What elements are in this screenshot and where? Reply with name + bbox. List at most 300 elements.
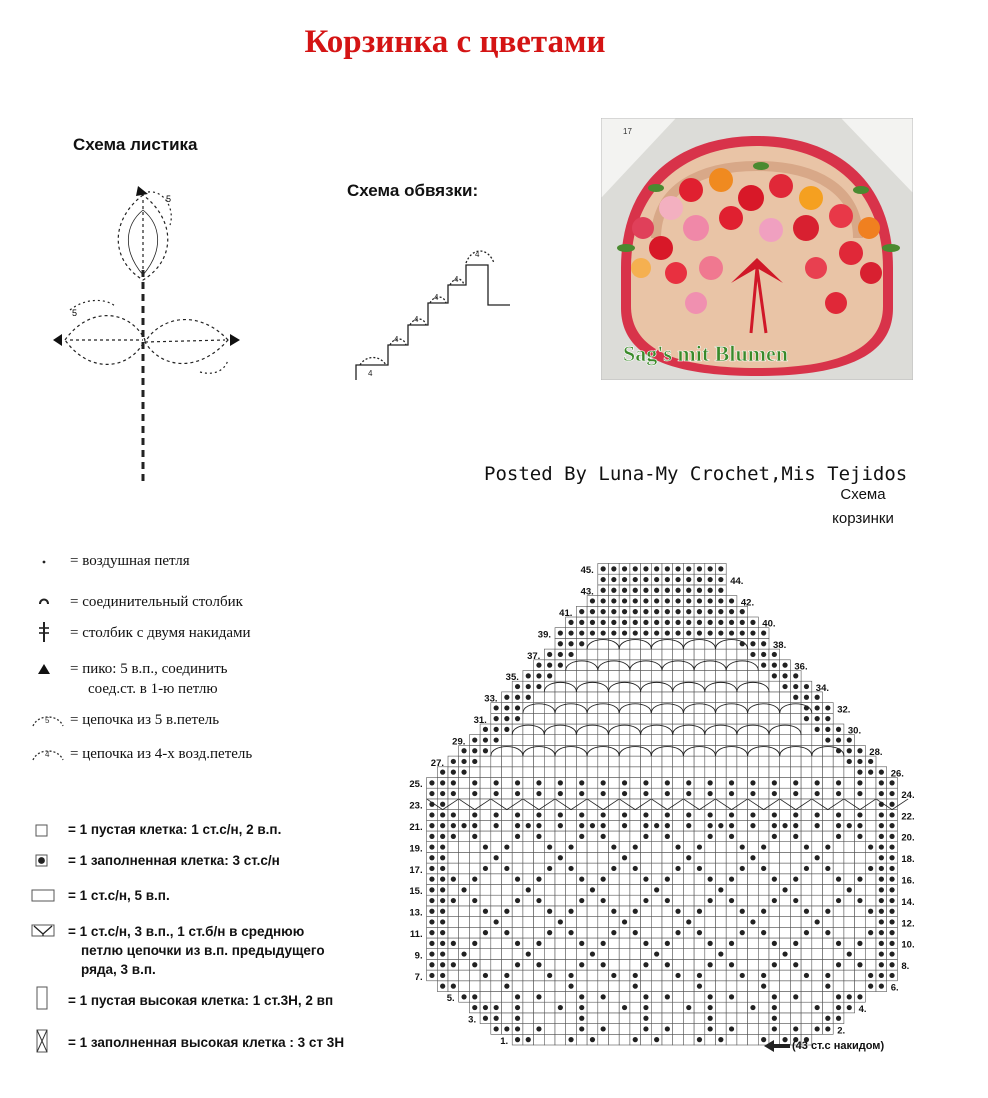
chart-cell <box>576 671 587 682</box>
chart-filled-dot <box>526 673 531 678</box>
chart-filled-dot <box>889 898 894 903</box>
chart-cell <box>758 692 769 703</box>
chart-filled-dot <box>879 887 884 892</box>
chart-filled-dot <box>643 1016 648 1021</box>
chart-cell <box>716 927 727 938</box>
chart-cell <box>566 810 577 821</box>
chart-filled-dot <box>622 823 627 828</box>
chart-cell <box>491 949 502 960</box>
chart-filled-dot <box>611 566 616 571</box>
chart-row-label: 25. <box>409 779 423 791</box>
chart-cell <box>716 981 727 992</box>
chart-cell <box>448 906 459 917</box>
chart-filled-dot <box>568 866 573 871</box>
chart-cell <box>683 874 694 885</box>
chart-filled-dot <box>889 812 894 817</box>
chart-cell <box>651 756 662 767</box>
chart-cell <box>641 981 652 992</box>
chart-filled-dot <box>515 1005 520 1010</box>
chart-cell <box>737 735 748 746</box>
chart-cell <box>587 767 598 778</box>
chart-cell <box>502 938 513 949</box>
legend-stitch-text: = соединительный столбик <box>70 594 243 610</box>
chart-cell <box>502 1002 513 1013</box>
chart-cell <box>587 756 598 767</box>
chart-cell <box>544 895 555 906</box>
chart-filled-dot <box>601 834 606 839</box>
chart-cell <box>587 778 598 789</box>
chart-cell <box>683 885 694 896</box>
chart-cell <box>844 778 855 789</box>
chart-row-label: 26. <box>890 768 904 780</box>
chart-filled-dot <box>579 812 584 817</box>
chart-filled-dot <box>857 759 862 764</box>
chart-filled-dot <box>761 984 766 989</box>
chart-cell <box>480 949 491 960</box>
chart-cell <box>609 778 620 789</box>
chart-cell <box>662 981 673 992</box>
chart-cell <box>780 788 791 799</box>
chart-cell <box>758 831 769 842</box>
chart-cell <box>587 981 598 992</box>
chart-cell <box>801 992 812 1003</box>
chart-cell <box>748 992 759 1003</box>
chart-filled-dot <box>633 909 638 914</box>
chart-filled-dot <box>558 812 563 817</box>
chart-filled-dot <box>429 844 434 849</box>
chart-filled-dot <box>750 652 755 657</box>
chart-cell <box>523 810 534 821</box>
chart-filled-dot <box>729 823 734 828</box>
chart-cell <box>790 767 801 778</box>
chart-cell <box>683 970 694 981</box>
chart-filled-dot <box>879 866 884 871</box>
chart-cell <box>619 1013 630 1024</box>
chart-filled-dot <box>483 1005 488 1010</box>
chart-filled-dot <box>526 823 531 828</box>
basket-filet-chart <box>400 495 925 1060</box>
chart-cell <box>737 959 748 970</box>
chart-filled-dot <box>804 866 809 871</box>
chart-filled-dot <box>472 823 477 828</box>
chart-cell <box>780 810 791 821</box>
chart-cell <box>705 885 716 896</box>
chart-cell <box>619 1034 630 1045</box>
chart-cell <box>716 1024 727 1035</box>
chart-cell <box>630 1024 641 1035</box>
chart-row-label: 4. <box>858 1003 867 1015</box>
chart-filled-dot <box>483 748 488 753</box>
chart-cell <box>587 810 598 821</box>
chart-filled-dot <box>686 823 691 828</box>
legend-cell-text: = 1 заполненная клетка: 3 ст.с/н <box>68 853 280 868</box>
chart-cell <box>619 992 630 1003</box>
chart-filled-dot <box>804 716 809 721</box>
chart-cell <box>555 671 566 682</box>
chart-cell <box>480 992 491 1003</box>
chart-cell <box>769 863 780 874</box>
chart-cell <box>566 959 577 970</box>
chart-cell <box>598 713 609 724</box>
chart-cell <box>512 863 523 874</box>
chart-cell <box>855 981 866 992</box>
chart-cell <box>512 767 523 778</box>
legend-stitch-text: = пико: 5 в.п., соединить <box>70 661 228 677</box>
chart-cell <box>716 767 727 778</box>
chart-cell <box>683 959 694 970</box>
chart-filled-dot <box>782 823 787 828</box>
chart-filled-dot <box>590 620 595 625</box>
chart-cell <box>780 852 791 863</box>
chart-cell <box>823 820 834 831</box>
chart-filled-dot <box>429 973 434 978</box>
chart-cell <box>662 649 673 660</box>
chart-filled-dot <box>729 609 734 614</box>
chart-filled-dot <box>675 930 680 935</box>
chart-cell <box>780 992 791 1003</box>
chart-cell <box>502 949 513 960</box>
chart-cell <box>587 1024 598 1035</box>
chart-cell <box>716 970 727 981</box>
chart-cell <box>823 992 834 1003</box>
chart-filled-dot <box>750 641 755 646</box>
chart-cell <box>641 767 652 778</box>
chart-cell <box>523 831 534 842</box>
chart-filled-dot <box>504 695 509 700</box>
chart-filled-dot <box>879 844 884 849</box>
chart-filled-dot <box>718 887 723 892</box>
chart-filled-dot <box>836 727 841 732</box>
chart-cell <box>833 852 844 863</box>
chart-cell <box>587 970 598 981</box>
chart-filled-dot <box>740 909 745 914</box>
chart-filled-dot <box>665 823 670 828</box>
chart-cell <box>630 649 641 660</box>
chart-filled-dot <box>879 909 884 914</box>
chart-cell <box>512 949 523 960</box>
chart-cell <box>523 842 534 853</box>
chart-filled-dot <box>804 973 809 978</box>
chart-cell <box>726 852 737 863</box>
chart-filled-dot <box>601 780 606 785</box>
chart-filled-dot <box>708 609 713 614</box>
chart-filled-dot <box>440 770 445 775</box>
chart-cell <box>694 778 705 789</box>
chart-cell <box>662 970 673 981</box>
chart-cell <box>662 1034 673 1045</box>
chart-cell <box>748 1013 759 1024</box>
chart-cell <box>480 831 491 842</box>
chart-filled-dot <box>526 887 531 892</box>
chart-cell <box>459 842 470 853</box>
chart-filled-dot <box>601 962 606 967</box>
chart-filled-dot <box>889 941 894 946</box>
chart-cell <box>748 799 759 810</box>
chart-filled-dot <box>654 609 659 614</box>
chart-cell <box>694 713 705 724</box>
chart-filled-dot <box>772 663 777 668</box>
chart-row-label: 30. <box>847 725 862 737</box>
chart-cell <box>566 692 577 703</box>
chart-filled-dot <box>472 898 477 903</box>
chart-filled-dot <box>665 877 670 882</box>
legend-cell-text: = 1 заполненная высокая клетка : 3 ст 3Н <box>68 1035 345 1050</box>
chart-cell <box>683 1013 694 1024</box>
chart-cell <box>812 981 823 992</box>
chart-cell <box>598 671 609 682</box>
chart-cell <box>480 756 491 767</box>
chart-cell <box>823 895 834 906</box>
chart-cell <box>737 788 748 799</box>
chart-filled-dot <box>451 941 456 946</box>
chart-cell <box>716 788 727 799</box>
chart-cell <box>566 1013 577 1024</box>
chart-filled-dot <box>857 898 862 903</box>
chart-cell <box>587 992 598 1003</box>
chart-filled-dot <box>729 791 734 796</box>
chart-filled-dot <box>836 941 841 946</box>
chart-filled-dot <box>825 1016 830 1021</box>
chart-cell <box>544 735 555 746</box>
chart-cell <box>619 981 630 992</box>
chart-filled-dot <box>847 887 852 892</box>
chart-cell <box>716 906 727 917</box>
chart-filled-dot <box>643 630 648 635</box>
chart-filled-dot <box>879 770 884 775</box>
chart-cell <box>683 799 694 810</box>
chart-filled-dot <box>772 834 777 839</box>
chart-filled-dot <box>665 834 670 839</box>
chart-cell <box>823 885 834 896</box>
chart-filled-dot <box>429 791 434 796</box>
chart-cell <box>833 885 844 896</box>
chart-cell <box>598 949 609 960</box>
chart-cell <box>683 735 694 746</box>
chart-cell <box>780 1024 791 1035</box>
chart-filled-dot <box>515 898 520 903</box>
chart-cell <box>491 831 502 842</box>
chart-filled-dot <box>451 834 456 839</box>
chart-cell <box>630 713 641 724</box>
chart-cell <box>641 735 652 746</box>
chart-filled-dot <box>643 791 648 796</box>
chart-cell <box>833 981 844 992</box>
chart-cell <box>587 906 598 917</box>
leaf-chain-label: 5 <box>72 308 78 318</box>
chart-filled-dot <box>857 780 862 785</box>
chart-filled-dot <box>708 1016 713 1021</box>
chart-cell <box>448 842 459 853</box>
chart-cell <box>469 906 480 917</box>
chart-cell <box>737 852 748 863</box>
chart-filled-dot <box>633 588 638 593</box>
chart-filled-dot <box>729 877 734 882</box>
legend-cell-text: = 1 ст.с/н, 3 в.п., 1 ст.б/н в среднюю <box>68 924 305 939</box>
chart-cell <box>512 981 523 992</box>
leaf-scheme-label: Схема листика <box>73 135 198 154</box>
chart-cell <box>694 949 705 960</box>
chart-cell <box>801 820 812 831</box>
chart-cell <box>598 799 609 810</box>
chart-cell <box>726 1034 737 1045</box>
chart-cell <box>491 799 502 810</box>
chart-filled-dot <box>429 812 434 817</box>
chart-filled-dot <box>793 962 798 967</box>
chart-filled-dot <box>654 598 659 603</box>
chart-filled-dot <box>494 1026 499 1031</box>
chart-cell <box>844 810 855 821</box>
chart-filled-dot <box>494 780 499 785</box>
chart-filled-dot <box>697 577 702 582</box>
chart-cell <box>737 756 748 767</box>
chart-cell <box>544 981 555 992</box>
chart-cell <box>673 671 684 682</box>
chart-cell <box>683 831 694 842</box>
chart-filled-dot <box>836 994 841 999</box>
chart-cell <box>480 917 491 928</box>
chart-cell <box>716 778 727 789</box>
chart-cell <box>737 885 748 896</box>
chart-filled-dot <box>461 994 466 999</box>
chart-filled-dot <box>697 630 702 635</box>
leaf-scheme-diagram <box>50 180 250 500</box>
chart-cell <box>758 671 769 682</box>
legend-cell-text: = 1 пустая высокая клетка: 1 ст.3Н, 2 вп <box>68 993 334 1008</box>
chart-filled-dot <box>579 620 584 625</box>
chart-cell <box>587 735 598 746</box>
chart-cell <box>705 1034 716 1045</box>
chart-cell <box>694 788 705 799</box>
chart-cell <box>630 831 641 842</box>
chart-filled-dot <box>429 887 434 892</box>
chart-cell <box>673 1002 684 1013</box>
chart-cell <box>534 713 545 724</box>
chart-filled-dot <box>825 973 830 978</box>
chart-cell <box>833 863 844 874</box>
chart-cell <box>609 1024 620 1035</box>
chart-filled-dot <box>772 962 777 967</box>
chart-cell <box>555 831 566 842</box>
chart-cell <box>812 831 823 842</box>
chart-filled-dot <box>440 812 445 817</box>
chart-cell <box>844 938 855 949</box>
chart-cell <box>523 852 534 863</box>
chart-cell <box>705 692 716 703</box>
chart-cell <box>662 692 673 703</box>
chart-filled-dot <box>622 630 627 635</box>
chart-filled-dot <box>889 919 894 924</box>
chart-cell <box>609 874 620 885</box>
chart-cell <box>855 863 866 874</box>
chart-cell <box>502 992 513 1003</box>
chart-cell <box>598 970 609 981</box>
chart-filled-dot <box>815 705 820 710</box>
chart-cell <box>673 820 684 831</box>
chart-row-label: 45. <box>580 565 594 577</box>
chart-cell <box>758 713 769 724</box>
chart-cell <box>694 767 705 778</box>
chart-cell <box>673 713 684 724</box>
chart-filled-dot <box>857 748 862 753</box>
chart-cell <box>534 799 545 810</box>
chart-cell <box>651 863 662 874</box>
chart-filled-dot <box>579 994 584 999</box>
chart-cell <box>769 692 780 703</box>
chart-row-label: 6. <box>890 982 899 994</box>
chart-filled-dot <box>633 577 638 582</box>
chart-filled-dot <box>857 770 862 775</box>
chart-cell <box>555 842 566 853</box>
chart-filled-dot <box>611 930 616 935</box>
chart-cell <box>609 917 620 928</box>
chart-cell <box>523 713 534 724</box>
chart-cell <box>619 885 630 896</box>
chart-cell <box>502 874 513 885</box>
chart-cell <box>865 810 876 821</box>
chart-cell <box>609 852 620 863</box>
legend-stitch-text-continued: соед.ст. в 1-ю петлю <box>88 681 218 697</box>
chart-cell <box>651 1002 662 1013</box>
chart-cell <box>812 863 823 874</box>
chart-cell <box>630 756 641 767</box>
chart-filled-dot <box>643 823 648 828</box>
chart-cell <box>769 713 780 724</box>
chart-cell <box>576 852 587 863</box>
chart-cell <box>523 895 534 906</box>
chart-cell <box>801 949 812 960</box>
chart-filled-dot <box>440 898 445 903</box>
chart-filled-dot <box>515 780 520 785</box>
chart-row-label: 10. <box>901 939 915 951</box>
chart-filled-dot <box>515 705 520 710</box>
chart-filled-dot <box>536 791 541 796</box>
chart-cell <box>544 788 555 799</box>
chart-cell <box>844 906 855 917</box>
chart-filled-dot <box>429 930 434 935</box>
chart-filled-dot <box>461 823 466 828</box>
chart-cell <box>716 756 727 767</box>
legend-cell-text: = 1 пустая клетка: 1 ст.с/н, 2 в.п. <box>68 822 282 837</box>
chart-cell <box>459 981 470 992</box>
chart-cell <box>491 895 502 906</box>
chart-cell <box>705 649 716 660</box>
chart-filled-dot <box>804 684 809 689</box>
chart-filled-dot <box>515 877 520 882</box>
chart-cell <box>555 970 566 981</box>
chart-filled-dot <box>526 951 531 956</box>
chart-cell <box>566 938 577 949</box>
chart-filled-dot <box>761 641 766 646</box>
chart-cell <box>609 1002 620 1013</box>
chart-cell <box>651 874 662 885</box>
chart-cell <box>576 949 587 960</box>
chart-filled-dot <box>857 812 862 817</box>
chart-filled-dot <box>472 962 477 967</box>
chart-cell <box>619 713 630 724</box>
chart-filled-dot <box>515 695 520 700</box>
chart-filled-dot <box>643 877 648 882</box>
chart-cell <box>780 959 791 970</box>
chart-cell <box>619 863 630 874</box>
chart-cell <box>491 906 502 917</box>
chart-filled-dot <box>708 630 713 635</box>
chart-cell <box>662 949 673 960</box>
chart-cell <box>790 906 801 917</box>
chart-cell <box>555 799 566 810</box>
chart-filled-dot <box>472 941 477 946</box>
chart-filled-dot <box>590 951 595 956</box>
chart-cell <box>844 981 855 992</box>
